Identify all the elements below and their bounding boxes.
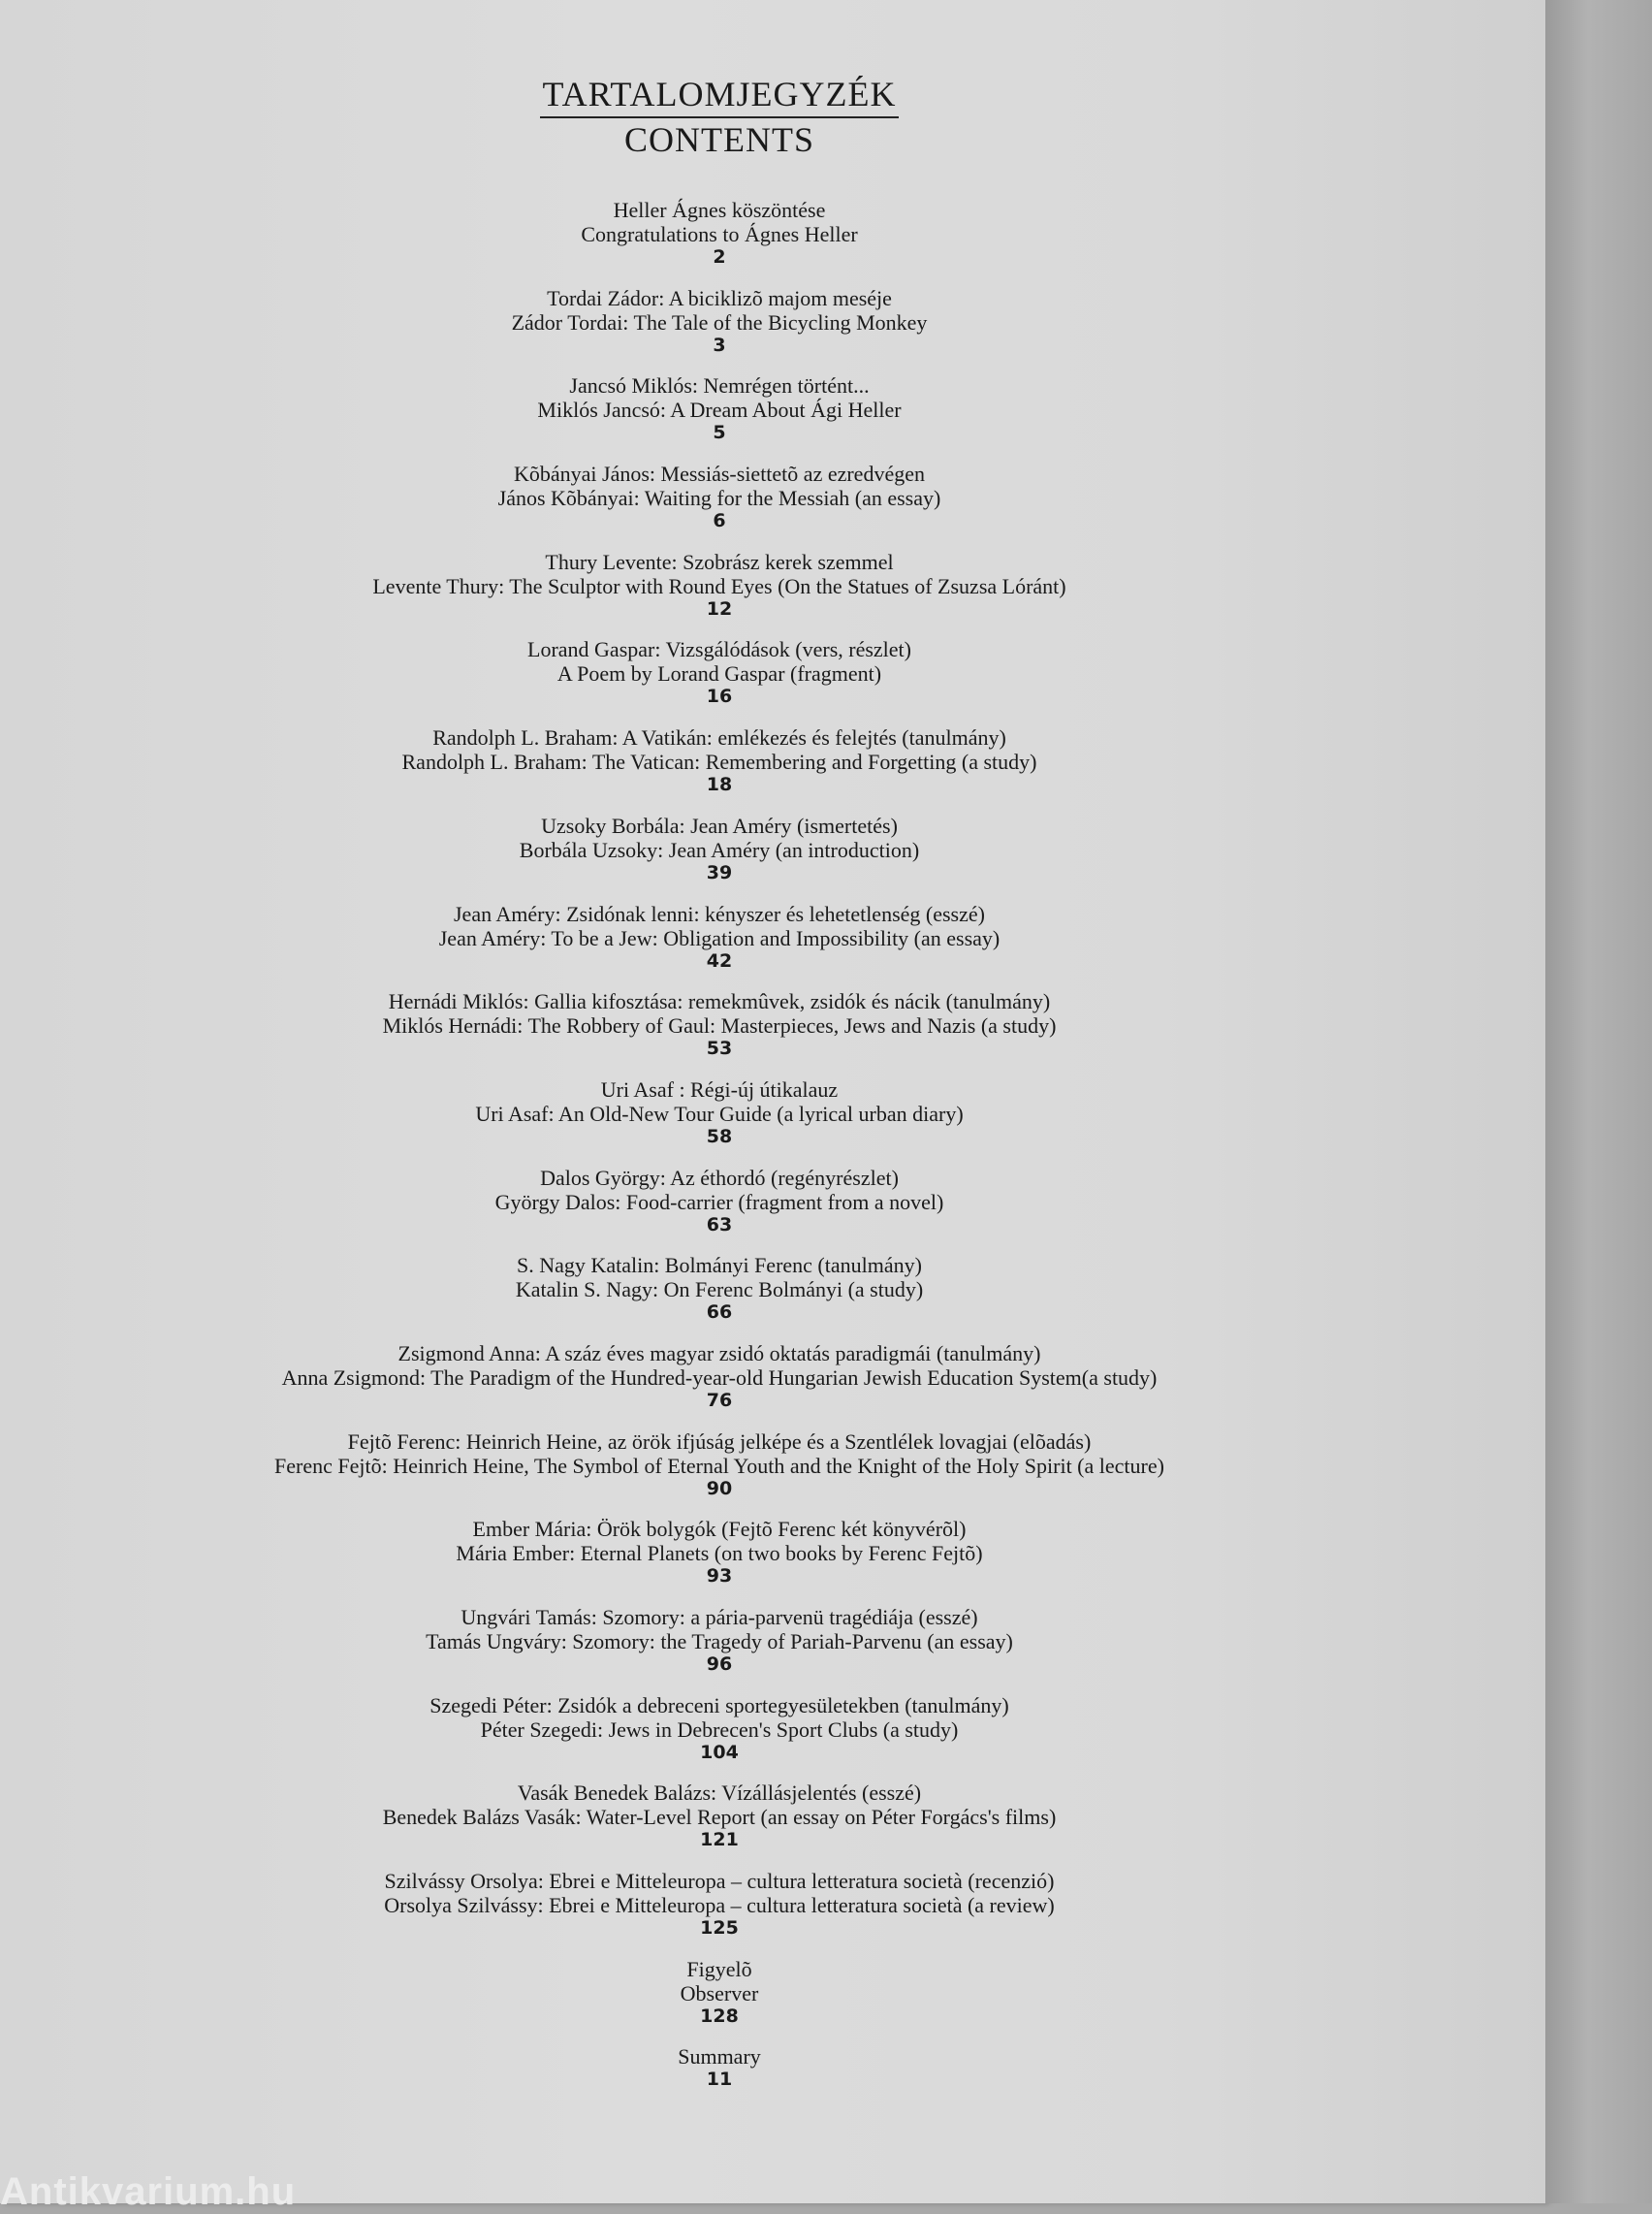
title-english: CONTENTS	[624, 120, 814, 159]
entry-title-hu: Hernádi Miklós: Gallia kifosztása: remekmûvek, zsidók és nácik (tanulmány)	[388, 989, 1051, 1014]
entry-title-hu: Szilvássy Orsolya: Ebrei e Mitteleuropa – cultura letteratura società (recenzió)	[384, 1869, 1055, 1894]
contents-entry	[0, 1077, 1439, 1166]
watermark-logo: Antikvarium.hu	[0, 2170, 297, 2213]
contents-entry	[0, 373, 1439, 462]
entry-page-number: 121	[700, 1829, 739, 1851]
entry-page-number: 66	[706, 1301, 733, 1324]
entry-title-en: Zádor Tordai: The Tale of the Bicycling Monkey	[511, 309, 928, 335]
contents-entry	[0, 1693, 1439, 1781]
entry-title-hu: Lorand Gaspar: Vizsgálódások (vers, részlet)	[527, 637, 911, 662]
entry-title-hu: Thury Levente: Szobrász kerek szemmel	[545, 549, 894, 574]
entry-title-en: Mária Ember: Eternal Planets (on two books by Ferenc Fejtõ)	[456, 1541, 983, 1566]
entry-title-hu: Figyelõ	[686, 1956, 752, 1981]
entry-title-hu: Szegedi Péter: Zsidók a debreceni sportegyesületekben (tanulmány)	[429, 1692, 1009, 1717]
entry-title-hu: Vasák Benedek Balázs: Vízállásjelentés (esszé)	[517, 1781, 922, 1806]
entry-page-number: 90	[706, 1477, 733, 1499]
entry-page-number: 16	[706, 686, 733, 708]
entry-title-en: Miklós Hernádi: The Robbery of Gaul: Masterpieces, Jews and Nazis (a study)	[382, 1013, 1057, 1039]
entry-page-number: 3	[713, 334, 726, 356]
entry-title-hu: Kõbányai János: Messiás-siettetõ az ezredvégen	[514, 462, 925, 487]
entry-title-en: Katalin S. Nagy: On Ferenc Bolmányi (a study)	[515, 1277, 924, 1302]
title-hungarian: TARTALOMJEGYZÉK	[540, 74, 898, 118]
entry-page-number: 18	[706, 774, 733, 796]
contents-entry	[0, 637, 1439, 725]
contents-entry	[0, 462, 1439, 550]
entry-page-number: 104	[700, 1741, 739, 1763]
contents-entry	[0, 1429, 1439, 1518]
entry-title-en: Péter Szegedi: Jews in Debrecen's Sport Clubs (a study)	[480, 1717, 959, 1742]
entry-page-number: 76	[706, 1389, 733, 1411]
entry-title-en: Observer	[680, 1980, 759, 2005]
entry-title-hu: Zsigmond Anna: A száz éves magyar zsidó oktatás paradigmái (tanulmány)	[397, 1340, 1041, 1365]
entry-title-hu: Uri Asaf : Régi-új útikalauz	[600, 1076, 839, 1102]
contents-list	[0, 198, 1439, 2090]
entry-title-hu: Tordai Zádor: A biciklizõ majom meséje	[547, 285, 892, 310]
contents-entry	[0, 1253, 1439, 1341]
entry-title-hu: Randolph L. Braham: A Vatikán: emlékezés és felejtés (tanulmány)	[432, 725, 1006, 751]
entry-title-en: Borbála Uzsoky: Jean Améry (an introduction)	[519, 837, 920, 862]
contents-header	[0, 74, 1439, 161]
entry-page-number: 58	[706, 1125, 733, 1147]
entry-title-hu: Jean Améry: Zsidónak lenni: kényszer és lehetetlenség (esszé)	[454, 901, 985, 926]
entry-page-number: 5	[713, 422, 726, 444]
entry-title-hu: Jancsó Miklós: Nemrégen történt...	[569, 373, 870, 399]
entry-title-en: György Dalos: Food-carrier (fragment from a novel)	[494, 1189, 944, 1214]
contents-entry	[0, 550, 1439, 638]
entry-page-number: 93	[706, 1565, 733, 1588]
entry-title-en: Orsolya Szilvássy: Ebrei e Mitteleuropa – cultura letteratura società (a review)	[384, 1893, 1055, 1918]
entry-page-number: 63	[706, 1213, 733, 1235]
contents-entry	[0, 1517, 1439, 1605]
contents-entry	[0, 989, 1439, 1077]
contents-entry	[0, 1605, 1439, 1693]
entry-page-number: 39	[706, 861, 733, 883]
entry-title-hu: Heller Ágnes köszöntése	[613, 198, 826, 222]
entry-title-en: Levente Thury: The Sculptor with Round Eyes (On the Statues of Zsuzsa Lóránt)	[372, 573, 1066, 598]
entry-page-number: 53	[706, 1038, 733, 1060]
entry-title-en: Jean Améry: To be a Jew: Obligation and Impossibility (an essay)	[438, 925, 1001, 950]
contents-entry	[0, 286, 1439, 374]
contents-entry	[0, 814, 1439, 902]
contents-entry	[0, 1341, 1439, 1429]
entry-title-en: Congratulations to Ágnes Heller	[581, 222, 858, 246]
contents-entry-summary	[0, 2044, 1439, 2090]
contents-entry	[0, 725, 1439, 814]
entry-page-number: 2	[713, 246, 726, 268]
summary-label: Summary	[678, 2044, 761, 2070]
entry-title-en: Tamás Ungváry: Szomory: the Tragedy of Pariah-Parvenu (an essay)	[426, 1629, 1013, 1653]
entry-page-number: 6	[713, 510, 726, 532]
entry-title-hu: Ungvári Tamás: Szomory: a pária-parvenü tragédiája (esszé)	[461, 1605, 978, 1629]
summary-page-number: 11	[706, 2069, 733, 2091]
contents-entry	[0, 1957, 1439, 2045]
entry-title-hu: Ember Mária: Örök bolygók (Fejtõ Ferenc két könyvérõl)	[472, 1517, 967, 1542]
entry-title-en: Benedek Balázs Vasák: Water-Level Report (an essay on Péter Forgács's films)	[382, 1805, 1057, 1830]
entry-title-en: Randolph L. Braham: The Vatican: Remembering and Forgetting (a study)	[401, 750, 1037, 775]
entry-title-en: Uri Asaf: An Old-New Tour Guide (a lyrical urban diary)	[475, 1101, 964, 1126]
entry-title-hu: Uzsoky Borbála: Jean Améry (ismertetés)	[541, 813, 898, 838]
entry-page-number: 42	[706, 949, 733, 972]
entry-title-en: János Kõbányai: Waiting for the Messiah (an essay)	[497, 486, 941, 511]
entry-title-en: A Poem by Lorand Gaspar (fragment)	[556, 661, 882, 687]
contents-entry	[0, 198, 1439, 286]
entry-page-number: 125	[700, 1917, 739, 1940]
entry-title-hu: Dalos György: Az éthordó (regényrészlet)	[540, 1165, 899, 1190]
entry-title-en: Ferenc Fejtõ: Heinrich Heine, The Symbol of Eternal Youth and the Knight of the Holy Spirit (a lecture)	[274, 1453, 1164, 1478]
entry-page-number: 96	[706, 1653, 733, 1675]
contents-entry	[0, 902, 1439, 990]
entry-title-en: Miklós Jancsó: A Dream About Ági Heller	[537, 398, 902, 423]
contents-entry	[0, 1781, 1439, 1869]
entry-title-hu: Fejtõ Ferenc: Heinrich Heine, az örök ifjúság jelképe és a Szentlélek lovagjai (elõadás)	[347, 1428, 1092, 1454]
page-edge	[1545, 0, 1652, 2203]
contents-entry	[0, 1869, 1439, 1957]
entry-page-number: 128	[700, 2005, 739, 2027]
contents-entry	[0, 1166, 1439, 1254]
entry-page-number: 12	[706, 597, 733, 620]
entry-title-hu: S. Nagy Katalin: Bolmányi Ferenc (tanulmány)	[517, 1253, 922, 1278]
entry-title-en: Anna Zsigmond: The Paradigm of the Hundred-year-old Hungarian Jewish Education System(a study)	[281, 1364, 1158, 1390]
